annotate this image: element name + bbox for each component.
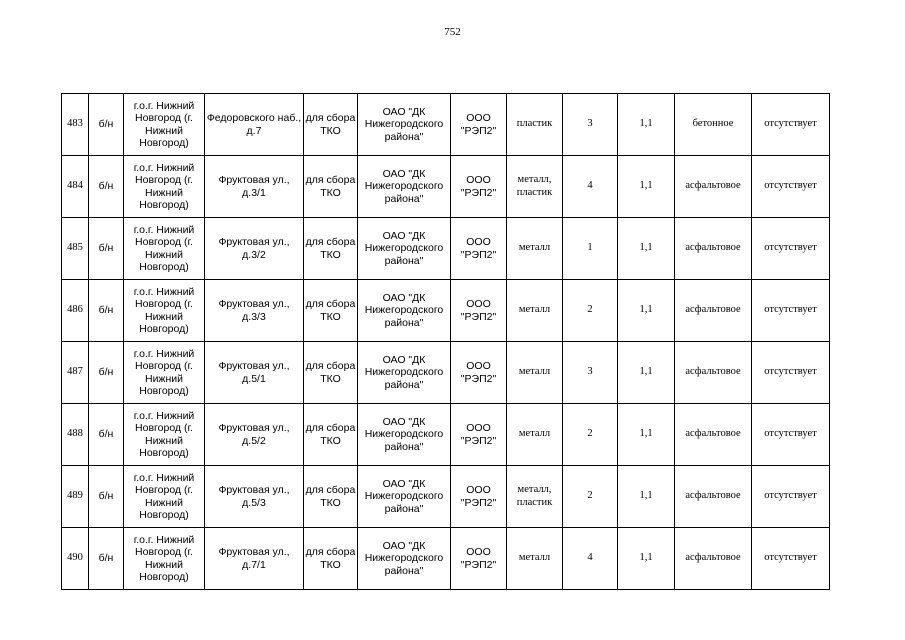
- container-volume-cell: 1,1: [618, 94, 675, 156]
- container-count-cell: 1: [563, 218, 618, 280]
- municipality-cell: г.о.г. Нижний Новгород (г. Нижний Новгород): [124, 280, 205, 342]
- fence-cell: отсутствует: [752, 218, 830, 280]
- container-count-cell: 4: [563, 156, 618, 218]
- table-body: [62, 94, 830, 590]
- row-number-cell: 485: [62, 218, 89, 280]
- municipality-cell: г.о.г. Нижний Новгород (г. Нижний Новгород): [124, 528, 205, 590]
- table-row: [62, 218, 830, 280]
- address-cell: Фруктовая ул., д.7/1: [205, 528, 304, 590]
- surface-cell: асфальтовое: [675, 280, 752, 342]
- container-count-cell: 4: [563, 528, 618, 590]
- operator-cell: ООО "РЭП2": [451, 342, 507, 404]
- fence-cell: отсутствует: [752, 528, 830, 590]
- container-count-cell: 2: [563, 466, 618, 528]
- container-volume-cell: 1,1: [618, 404, 675, 466]
- container-material-cell: металл: [507, 218, 563, 280]
- owner-cell: ОАО "ДК Нижегородского района": [358, 218, 451, 280]
- surface-cell: асфальтовое: [675, 218, 752, 280]
- house-number-cell: б/н: [89, 156, 124, 218]
- container-volume-cell: 1,1: [618, 280, 675, 342]
- owner-cell: ОАО "ДК Нижегородского района": [358, 342, 451, 404]
- surface-cell: асфальтовое: [675, 404, 752, 466]
- table-row: [62, 280, 830, 342]
- municipality-cell: г.о.г. Нижний Новгород (г. Нижний Новгород): [124, 218, 205, 280]
- fence-cell: отсутствует: [752, 156, 830, 218]
- purpose-cell: для сбора ТКО: [304, 404, 358, 466]
- container-volume-cell: 1,1: [618, 156, 675, 218]
- row-number-cell: 484: [62, 156, 89, 218]
- owner-cell: ОАО "ДК Нижегородского района": [358, 528, 451, 590]
- address-cell: Фруктовая ул., д.5/3: [205, 466, 304, 528]
- municipality-cell: г.о.г. Нижний Новгород (г. Нижний Новгород): [124, 156, 205, 218]
- address-cell: Фруктовая ул., д.5/1: [205, 342, 304, 404]
- container-material-cell: металл: [507, 528, 563, 590]
- fence-cell: отсутствует: [752, 94, 830, 156]
- table-row: [62, 528, 830, 590]
- container-count-cell: 3: [563, 94, 618, 156]
- container-count-cell: 3: [563, 342, 618, 404]
- container-volume-cell: 1,1: [618, 528, 675, 590]
- row-number-cell: 488: [62, 404, 89, 466]
- municipality-cell: г.о.г. Нижний Новгород (г. Нижний Новгород): [124, 342, 205, 404]
- surface-cell: асфальтовое: [675, 156, 752, 218]
- house-number-cell: б/н: [89, 528, 124, 590]
- house-number-cell: б/н: [89, 342, 124, 404]
- operator-cell: ООО "РЭП2": [451, 528, 507, 590]
- row-number-cell: 490: [62, 528, 89, 590]
- purpose-cell: для сбора ТКО: [304, 466, 358, 528]
- table-row: [62, 94, 830, 156]
- purpose-cell: для сбора ТКО: [304, 156, 358, 218]
- surface-cell: асфальтовое: [675, 466, 752, 528]
- address-cell: Фруктовая ул., д.5/2: [205, 404, 304, 466]
- container-count-cell: 2: [563, 404, 618, 466]
- row-number-cell: 483: [62, 94, 89, 156]
- waste-sites-table: [61, 93, 830, 590]
- address-cell: Федоровского наб., д.7: [205, 94, 304, 156]
- row-number-cell: 486: [62, 280, 89, 342]
- page-number: 752: [444, 26, 461, 38]
- operator-cell: ООО "РЭП2": [451, 156, 507, 218]
- owner-cell: ОАО "ДК Нижегородского района": [358, 94, 451, 156]
- municipality-cell: г.о.г. Нижний Новгород (г. Нижний Новгород): [124, 404, 205, 466]
- container-volume-cell: 1,1: [618, 218, 675, 280]
- surface-cell: асфальтовое: [675, 342, 752, 404]
- container-material-cell: металл, пластик: [507, 466, 563, 528]
- container-volume-cell: 1,1: [618, 466, 675, 528]
- purpose-cell: для сбора ТКО: [304, 218, 358, 280]
- container-volume-cell: 1,1: [618, 342, 675, 404]
- table-row: [62, 466, 830, 528]
- operator-cell: ООО "РЭП2": [451, 218, 507, 280]
- container-count-cell: 2: [563, 280, 618, 342]
- fence-cell: отсутствует: [752, 342, 830, 404]
- address-cell: Фруктовая ул., д.3/1: [205, 156, 304, 218]
- owner-cell: ОАО "ДК Нижегородского района": [358, 404, 451, 466]
- purpose-cell: для сбора ТКО: [304, 528, 358, 590]
- purpose-cell: для сбора ТКО: [304, 280, 358, 342]
- purpose-cell: для сбора ТКО: [304, 342, 358, 404]
- purpose-cell: для сбора ТКО: [304, 94, 358, 156]
- fence-cell: отсутствует: [752, 466, 830, 528]
- surface-cell: бетонное: [675, 94, 752, 156]
- owner-cell: ОАО "ДК Нижегородского района": [358, 466, 451, 528]
- container-material-cell: металл: [507, 342, 563, 404]
- table-row: [62, 404, 830, 466]
- owner-cell: ОАО "ДК Нижегородского района": [358, 156, 451, 218]
- container-material-cell: металл: [507, 404, 563, 466]
- fence-cell: отсутствует: [752, 280, 830, 342]
- house-number-cell: б/н: [89, 94, 124, 156]
- operator-cell: ООО "РЭП2": [451, 280, 507, 342]
- container-material-cell: металл, пластик: [507, 156, 563, 218]
- row-number-cell: 489: [62, 466, 89, 528]
- container-material-cell: пластик: [507, 94, 563, 156]
- surface-cell: асфальтовое: [675, 528, 752, 590]
- row-number-cell: 487: [62, 342, 89, 404]
- house-number-cell: б/н: [89, 218, 124, 280]
- container-material-cell: металл: [507, 280, 563, 342]
- operator-cell: ООО "РЭП2": [451, 404, 507, 466]
- table-row: [62, 156, 830, 218]
- address-cell: Фруктовая ул., д.3/2: [205, 218, 304, 280]
- house-number-cell: б/н: [89, 466, 124, 528]
- operator-cell: ООО "РЭП2": [451, 466, 507, 528]
- table-row: [62, 342, 830, 404]
- municipality-cell: г.о.г. Нижний Новгород (г. Нижний Новгород): [124, 94, 205, 156]
- house-number-cell: б/н: [89, 280, 124, 342]
- fence-cell: отсутствует: [752, 404, 830, 466]
- municipality-cell: г.о.г. Нижний Новгород (г. Нижний Новгород): [124, 466, 205, 528]
- operator-cell: ООО "РЭП2": [451, 94, 507, 156]
- owner-cell: ОАО "ДК Нижегородского района": [358, 280, 451, 342]
- address-cell: Фруктовая ул., д.3/3: [205, 280, 304, 342]
- house-number-cell: б/н: [89, 404, 124, 466]
